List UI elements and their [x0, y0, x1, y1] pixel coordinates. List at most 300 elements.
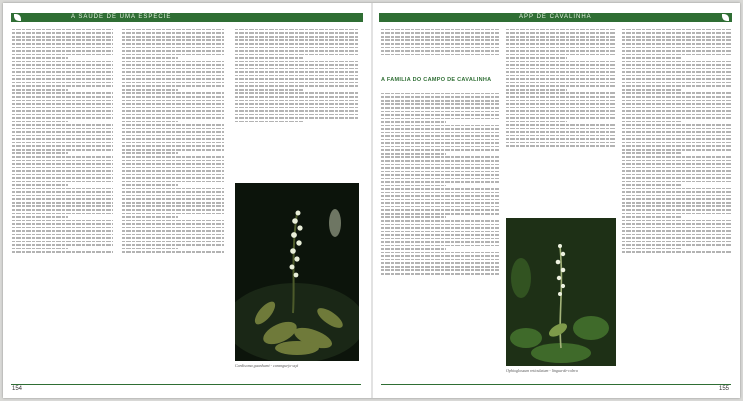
text-line: [381, 118, 499, 120]
text-line: [122, 39, 224, 41]
text-line: [622, 78, 731, 80]
text-line: [122, 124, 224, 126]
text-line: [12, 68, 113, 70]
text-line: [381, 248, 446, 250]
text-line: [381, 227, 499, 229]
text-line: [622, 71, 731, 73]
text-line: [506, 114, 616, 116]
text-line: [506, 100, 616, 102]
text-line: [122, 152, 178, 154]
text-line: [122, 43, 224, 45]
text-line: [122, 251, 224, 253]
text-line: [12, 202, 113, 204]
text-line: [381, 149, 499, 151]
text-line: [622, 177, 731, 179]
text-line: [622, 237, 731, 239]
text-line: [235, 47, 358, 49]
text-line: [12, 227, 113, 229]
text-line: [12, 64, 113, 66]
text-line: [381, 135, 499, 137]
text-line: [235, 110, 358, 112]
text-line: [381, 269, 499, 271]
left-photo-caption: Cardisoma guanhumi - caranguejo-uçá: [235, 363, 299, 368]
text-line: [622, 142, 731, 144]
text-line: [12, 100, 113, 102]
text-line: [122, 170, 224, 172]
text-line: [12, 78, 113, 80]
text-line: [12, 167, 113, 169]
text-line: [622, 234, 731, 236]
text-line: [122, 50, 224, 52]
text-line: [12, 223, 113, 225]
text-line: [622, 32, 731, 34]
text-line: [122, 114, 224, 116]
text-line: [506, 124, 616, 126]
text-line: [622, 167, 731, 169]
text-line: [122, 234, 224, 236]
text-line: [506, 50, 616, 52]
text-line: [381, 160, 499, 162]
text-line: [122, 177, 224, 179]
text-line: [122, 78, 224, 80]
text-line: [622, 131, 731, 133]
right-photo-caption: Ophioglossum reticulatum - língua-de-cobra: [506, 368, 578, 373]
text-line: [622, 213, 731, 215]
right-text-column-2: [506, 27, 616, 215]
text-line: [622, 209, 731, 211]
text-line: [122, 110, 224, 112]
text-line: [235, 32, 358, 34]
text-line: [381, 39, 499, 41]
text-line: [381, 107, 499, 109]
text-line: [506, 117, 616, 119]
text-line: [122, 167, 224, 169]
text-line: [122, 121, 178, 123]
text-line: [235, 89, 303, 91]
text-line: [122, 103, 224, 105]
text-line: [622, 149, 731, 151]
text-line: [235, 71, 358, 73]
text-line: [506, 110, 616, 112]
text-line: [622, 82, 731, 84]
text-line: [12, 71, 113, 73]
text-line: [381, 164, 499, 166]
text-line: [12, 181, 113, 183]
text-line: [12, 43, 113, 45]
text-line: [122, 227, 224, 229]
text-line: [381, 202, 499, 204]
text-line: [622, 110, 731, 112]
text-line: [12, 50, 113, 52]
text-line: [381, 171, 499, 173]
text-line: [381, 238, 499, 240]
text-line: [12, 61, 113, 63]
text-line: [12, 85, 113, 87]
text-line: [122, 160, 224, 162]
text-line: [235, 85, 358, 87]
text-line: [122, 29, 224, 31]
text-line: [622, 114, 731, 116]
text-line: [506, 85, 616, 87]
text-line: [12, 29, 113, 31]
text-line: [506, 82, 616, 84]
text-line: [235, 103, 358, 105]
text-line: [122, 241, 224, 243]
text-line: [622, 47, 731, 49]
right-section-title: A FAMÍLIA DO CAMPO DE CAVALINHA: [381, 77, 492, 83]
right-text-column-3: [622, 27, 731, 379]
text-line: [381, 100, 499, 102]
text-line: [622, 92, 731, 94]
text-line: [381, 178, 499, 180]
text-line: [381, 146, 499, 148]
text-line: [622, 188, 731, 190]
text-line: [381, 111, 499, 113]
text-line: [122, 195, 224, 197]
text-line: [622, 244, 731, 246]
text-line: [381, 54, 499, 56]
text-line: [122, 237, 224, 239]
text-line: [506, 103, 616, 105]
text-line: [12, 241, 113, 243]
text-line: [12, 142, 113, 144]
text-line: [235, 78, 358, 80]
text-line: [12, 131, 113, 133]
text-line: [235, 68, 358, 70]
right-plant-photo: [506, 218, 616, 366]
text-line: [12, 160, 113, 162]
right-header-band: [379, 13, 732, 22]
text-line: [235, 64, 358, 66]
left-text-column-1: [12, 27, 113, 379]
text-line: [622, 128, 731, 130]
text-line: [235, 121, 303, 123]
text-line: [622, 135, 731, 137]
text-line: [122, 47, 224, 49]
text-line: [122, 181, 224, 183]
left-running-head: A SAÚDE DE UMA ESPÉCIE: [71, 14, 172, 20]
text-line: [122, 117, 224, 119]
text-line: [122, 128, 224, 130]
text-line: [381, 273, 499, 275]
text-line: [381, 192, 499, 194]
text-line: [381, 195, 499, 197]
text-line: [12, 209, 113, 211]
text-line: [12, 36, 113, 38]
text-line: [381, 185, 446, 187]
text-line: [381, 50, 499, 52]
text-line: [122, 57, 178, 59]
text-line: [12, 170, 113, 172]
text-line: [622, 198, 731, 200]
text-line: [122, 131, 224, 133]
text-line: [12, 138, 113, 140]
text-line: [622, 85, 731, 87]
text-line: [381, 167, 499, 169]
text-line: [235, 54, 358, 56]
text-line: [622, 64, 731, 66]
text-line: [622, 145, 731, 147]
text-line: [622, 230, 731, 232]
text-line: [122, 248, 178, 250]
right-text-column-1: [381, 91, 499, 379]
left-header-band: [11, 13, 363, 22]
text-line: [381, 125, 499, 127]
text-line: [381, 231, 499, 233]
text-line: [12, 96, 113, 98]
text-line: [622, 227, 731, 229]
text-line: [622, 174, 731, 176]
text-line: [506, 145, 616, 147]
text-line: [381, 234, 499, 236]
text-line: [122, 220, 224, 222]
text-line: [122, 85, 224, 87]
text-line: [506, 54, 616, 56]
text-line: [506, 96, 616, 98]
text-line: [122, 75, 224, 77]
text-line: [12, 121, 68, 123]
text-line: [12, 156, 113, 158]
text-line: [235, 57, 303, 59]
text-line: [122, 68, 224, 70]
text-line: [12, 184, 68, 186]
text-line: [381, 132, 499, 134]
text-line: [122, 96, 224, 98]
text-line: [381, 181, 499, 183]
text-line: [506, 135, 616, 137]
text-line: [381, 262, 499, 264]
text-line: [235, 107, 358, 109]
text-line: [12, 195, 113, 197]
text-line: [12, 191, 113, 193]
text-line: [12, 103, 113, 105]
text-line: [622, 152, 682, 154]
text-line: [381, 224, 499, 226]
text-line: [381, 252, 499, 254]
text-line: [622, 163, 731, 165]
text-line: [122, 64, 224, 66]
leaf-icon: [14, 14, 21, 21]
text-line: [622, 220, 731, 222]
text-line: [122, 205, 224, 207]
text-line: [122, 198, 224, 200]
text-line: [622, 191, 731, 193]
text-line: [122, 89, 178, 91]
text-line: [381, 32, 499, 34]
text-line: [12, 114, 113, 116]
text-line: [506, 121, 567, 123]
text-line: [12, 47, 113, 49]
text-line: [506, 78, 616, 80]
text-line: [12, 32, 113, 34]
text-line: [506, 47, 616, 49]
text-line: [506, 43, 616, 45]
text-line: [622, 100, 731, 102]
text-line: [12, 234, 113, 236]
text-line: [12, 39, 113, 41]
text-line: [122, 202, 224, 204]
text-line: [381, 241, 499, 243]
text-line: [12, 198, 113, 200]
text-line: [12, 110, 113, 112]
text-line: [122, 32, 224, 34]
text-line: [122, 107, 224, 109]
text-line: [381, 245, 499, 247]
text-line: [622, 251, 731, 253]
text-line: [622, 68, 731, 70]
text-line: [622, 223, 731, 225]
text-line: [381, 259, 499, 261]
right-text-column-1-top: [381, 27, 499, 75]
text-line: [12, 248, 68, 250]
text-line: [381, 209, 499, 211]
text-line: [235, 114, 358, 116]
text-line: [122, 191, 224, 193]
text-line: [506, 128, 616, 130]
text-line: [122, 142, 224, 144]
text-line: [12, 135, 113, 137]
text-line: [622, 184, 682, 186]
left-footer-rule: [11, 384, 361, 385]
leaf-icon: [722, 14, 729, 21]
text-line: [12, 237, 113, 239]
text-line: [235, 36, 358, 38]
text-line: [381, 128, 499, 130]
text-line: [12, 163, 113, 165]
book-spread: [3, 3, 740, 398]
text-line: [12, 107, 113, 109]
text-line: [122, 184, 178, 186]
text-line: [506, 89, 567, 91]
text-line: [381, 188, 499, 190]
text-line: [622, 181, 731, 183]
text-line: [235, 96, 358, 98]
text-line: [506, 68, 616, 70]
text-line: [381, 216, 446, 218]
text-line: [12, 82, 113, 84]
text-line: [622, 57, 682, 59]
text-line: [622, 107, 731, 109]
text-line: [622, 103, 731, 105]
text-line: [381, 142, 499, 144]
text-line: [381, 139, 499, 141]
plant-photo-graphic: [235, 183, 359, 361]
left-text-column-3: [235, 27, 358, 179]
text-line: [506, 29, 616, 31]
text-line: [622, 89, 682, 91]
left-page-number: 154: [12, 386, 23, 392]
text-line: [122, 61, 224, 63]
text-line: [12, 57, 68, 59]
text-line: [622, 50, 731, 52]
text-line: [235, 100, 358, 102]
text-line: [381, 199, 499, 201]
text-line: [122, 244, 224, 246]
text-line: [506, 142, 616, 144]
text-line: [506, 138, 616, 140]
text-line: [381, 213, 499, 215]
text-line: [12, 124, 113, 126]
text-line: [622, 75, 731, 77]
text-line: [622, 61, 731, 63]
text-line: [622, 160, 731, 162]
right-page-number: 155: [719, 386, 730, 392]
text-line: [381, 103, 499, 105]
text-line: [381, 93, 499, 95]
text-line: [12, 220, 113, 222]
text-line: [122, 54, 224, 56]
text-line: [381, 153, 446, 155]
text-line: [235, 82, 358, 84]
text-line: [622, 202, 731, 204]
text-line: [622, 138, 731, 140]
text-line: [12, 117, 113, 119]
text-line: [622, 195, 731, 197]
text-line: [622, 43, 731, 45]
text-line: [381, 255, 499, 257]
text-line: [506, 75, 616, 77]
text-line: [122, 92, 224, 94]
text-line: [381, 266, 499, 268]
text-line: [122, 138, 224, 140]
text-line: [12, 244, 113, 246]
text-line: [506, 92, 616, 94]
text-line: [12, 188, 113, 190]
text-line: [122, 216, 178, 218]
text-line: [381, 206, 499, 208]
text-line: [622, 248, 682, 250]
text-line: [235, 39, 358, 41]
text-line: [381, 156, 499, 158]
text-line: [622, 121, 682, 123]
left-text-column-2: [122, 27, 224, 379]
text-line: [506, 71, 616, 73]
text-line: [12, 216, 68, 218]
text-line: [622, 205, 731, 207]
right-footer-rule: [381, 384, 731, 385]
text-line: [506, 131, 616, 133]
text-line: [235, 117, 358, 119]
text-line: [506, 32, 616, 34]
text-line: [122, 213, 224, 215]
gutter: [371, 3, 373, 398]
text-line: [122, 100, 224, 102]
text-line: [506, 39, 616, 41]
text-line: [622, 96, 731, 98]
text-line: [622, 29, 731, 31]
text-line: [12, 230, 113, 232]
text-line: [622, 39, 731, 41]
text-line: [12, 174, 113, 176]
text-line: [12, 89, 68, 91]
text-line: [12, 75, 113, 77]
text-line: [506, 57, 567, 59]
text-line: [122, 230, 224, 232]
text-line: [622, 54, 731, 56]
text-line: [622, 170, 731, 172]
text-line: [622, 36, 731, 38]
text-line: [622, 117, 731, 119]
text-line: [122, 36, 224, 38]
text-line: [122, 174, 224, 176]
text-line: [12, 145, 113, 147]
text-line: [381, 36, 499, 38]
text-line: [122, 163, 224, 165]
text-line: [235, 50, 358, 52]
text-line: [381, 47, 499, 49]
text-line: [12, 149, 113, 151]
text-line: [622, 241, 731, 243]
